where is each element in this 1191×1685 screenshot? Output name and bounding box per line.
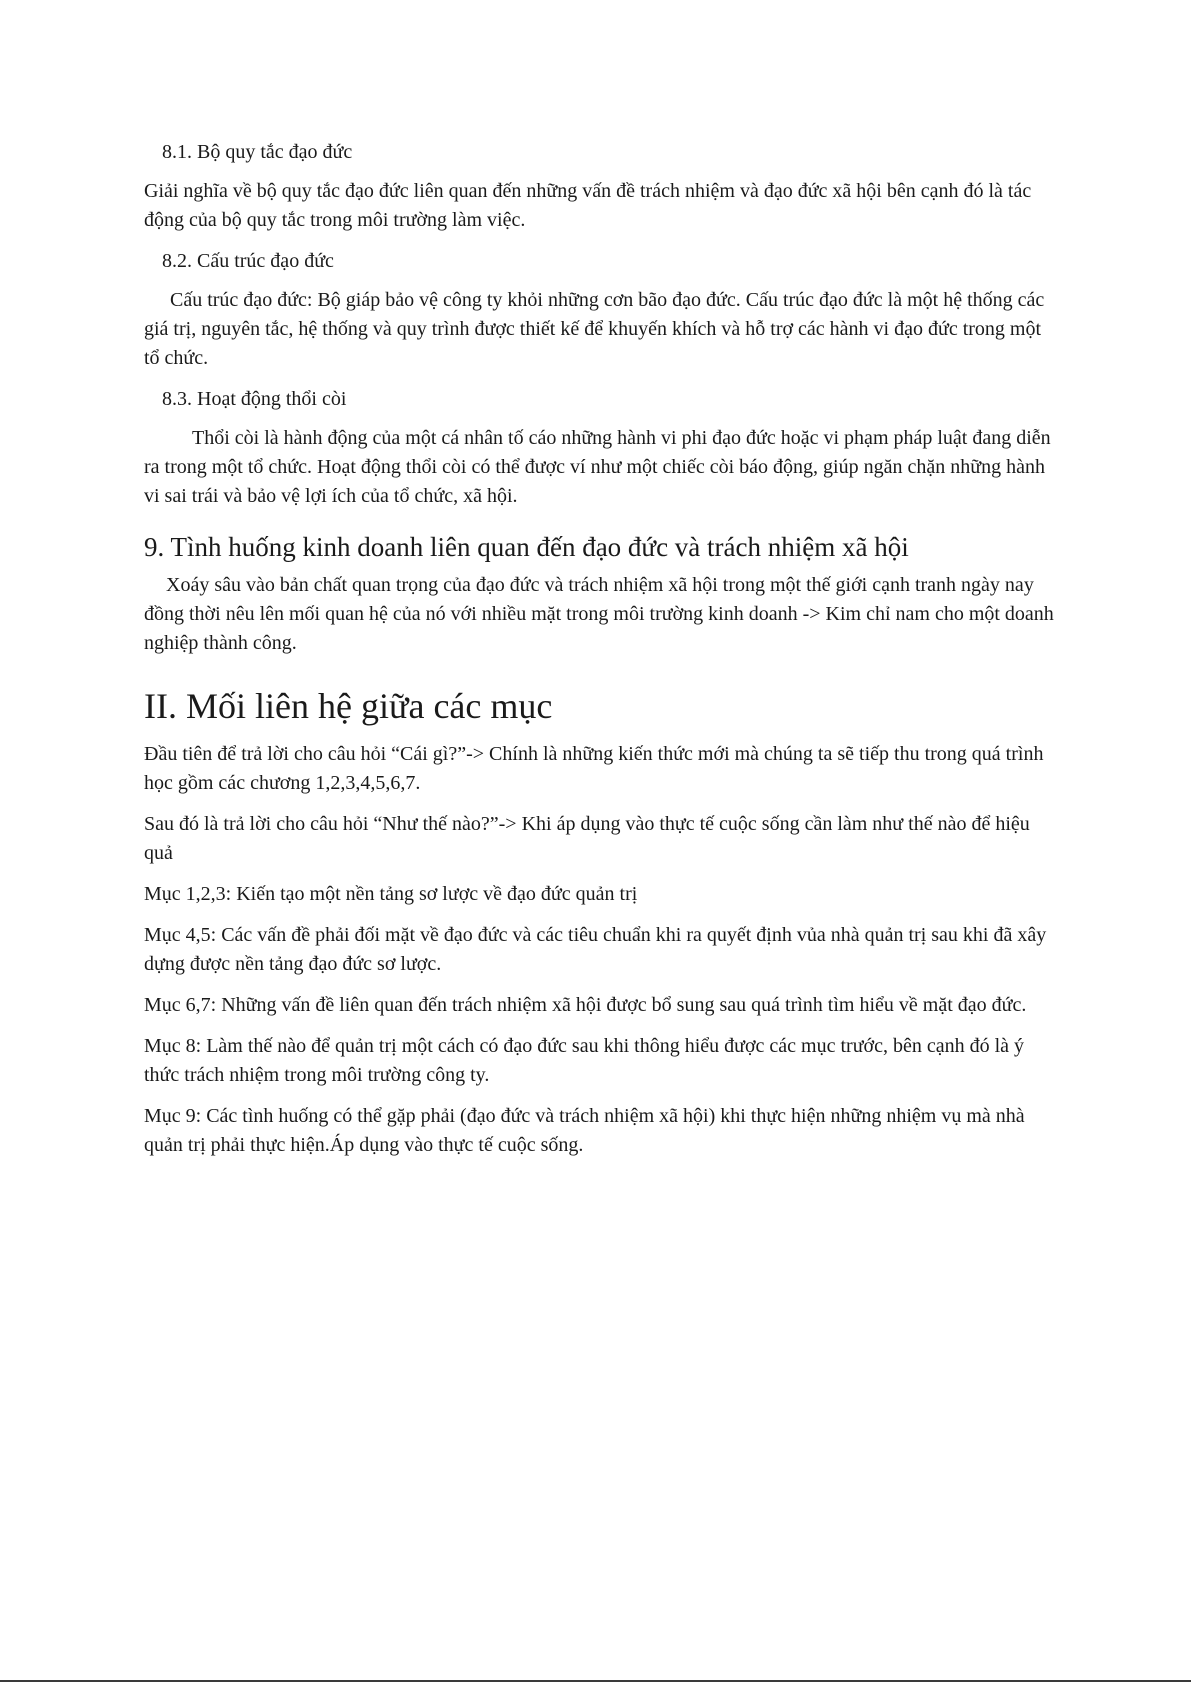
section-8-1-body: Giải nghĩa về bộ quy tắc đạo đức liên quan đến những vấn đề trách nhiệm và đạo đức xã hội bên cạnh đó là tác động của bộ quy tắc trong môi trường làm việc.	[144, 180, 1032, 231]
part-2-heading: II. Mối liên hệ giữa các mục	[144, 686, 553, 726]
section-8-2-heading: 8.2. Cấu trúc đạo đức	[162, 250, 334, 272]
section-8-3-heading: 8.3. Hoạt động thổi còi	[162, 388, 347, 410]
section-9-heading: 9. Tình huống kinh doanh liên quan đến đạo đức và trách nhiệm xã hội	[144, 532, 909, 562]
part-2-paragraph: Mục 1,2,3: Kiến tạo một nền tảng sơ lược về đạo đức quản trị	[144, 883, 638, 905]
page-content	[144, 138, 1056, 1172]
section-8-1-heading: 8.1. Bộ quy tắc đạo đức	[162, 141, 353, 163]
section-8-2-body: Cấu trúc đạo đức: Bộ giáp bảo vệ công ty khỏi những cơn bão đạo đức. Cấu trúc đạo đức là một hệ thống các giá trị, nguyên tắc, hệ thống và quy trình được thiết kế để khuyến khích và hỗ trợ các hành vi đạo đức trong một tổ chức.	[144, 289, 1045, 369]
part-2-paragraph: Mục 4,5: Các vấn đề phải đối mặt về đạo đức và các tiêu chuẩn khi ra quyết định vủa nhà quản trị sau khi đã xây dựng được nền tảng đạo đức sơ lược.	[144, 924, 1047, 975]
part-2-paragraph: Đầu tiên để trả lời cho câu hỏi “Cái gì?”-> Chính là những kiến thức mới mà chúng ta sẽ tiếp thu trong quá trình học gồm các chương 1,2,3,4,5,6,7.	[144, 743, 1044, 794]
section-8-3-body: Thổi còi là hành động của một cá nhân tố cáo những hành vi phi đạo đức hoặc vi phạm pháp luật đang diễn ra trong một tổ chức. Hoạt động thổi còi có thể được ví như một chiếc còi báo động, giúp ngăn chặn những hành vi sai trái và bảo vệ lợi ích của tổ chức, xã hội.	[144, 427, 1051, 507]
section-9-body: Xoáy sâu vào bản chất quan trọng của đạo đức và trách nhiệm xã hội trong một thế giới cạnh tranh ngày nay đồng thời nêu lên mối quan hệ của nó với nhiều mặt trong môi trường kinh doanh -> Kim chỉ nam cho một doanh nghiệp thành công.	[144, 574, 1054, 654]
page-bottom-rule	[0, 1680, 1191, 1682]
part-2-paragraph: Mục 9: Các tình huống có thể gặp phải (đạo đức và trách nhiệm xã hội) khi thực hiện những nhiệm vụ mà nhà quản trị phải thực hiện.Áp dụng vào thực tế cuộc sống.	[144, 1105, 1025, 1156]
part-2-paragraph: Mục 6,7: Những vấn đề liên quan đến trách nhiệm xã hội được bổ sung sau quá trình tìm hiểu về mặt đạo đức.	[144, 994, 1027, 1016]
part-2-paragraph: Mục 8: Làm thế nào để quản trị một cách có đạo đức sau khi thông hiểu được các mục trước, bên cạnh đó là ý thức trách nhiệm trong môi trường công ty.	[144, 1035, 1025, 1086]
part-2-paragraph: Sau đó là trả lời cho câu hỏi “Như thế nào?”-> Khi áp dụng vào thực tế cuộc sống cần làm như thế nào để hiệu quả	[144, 813, 1030, 864]
